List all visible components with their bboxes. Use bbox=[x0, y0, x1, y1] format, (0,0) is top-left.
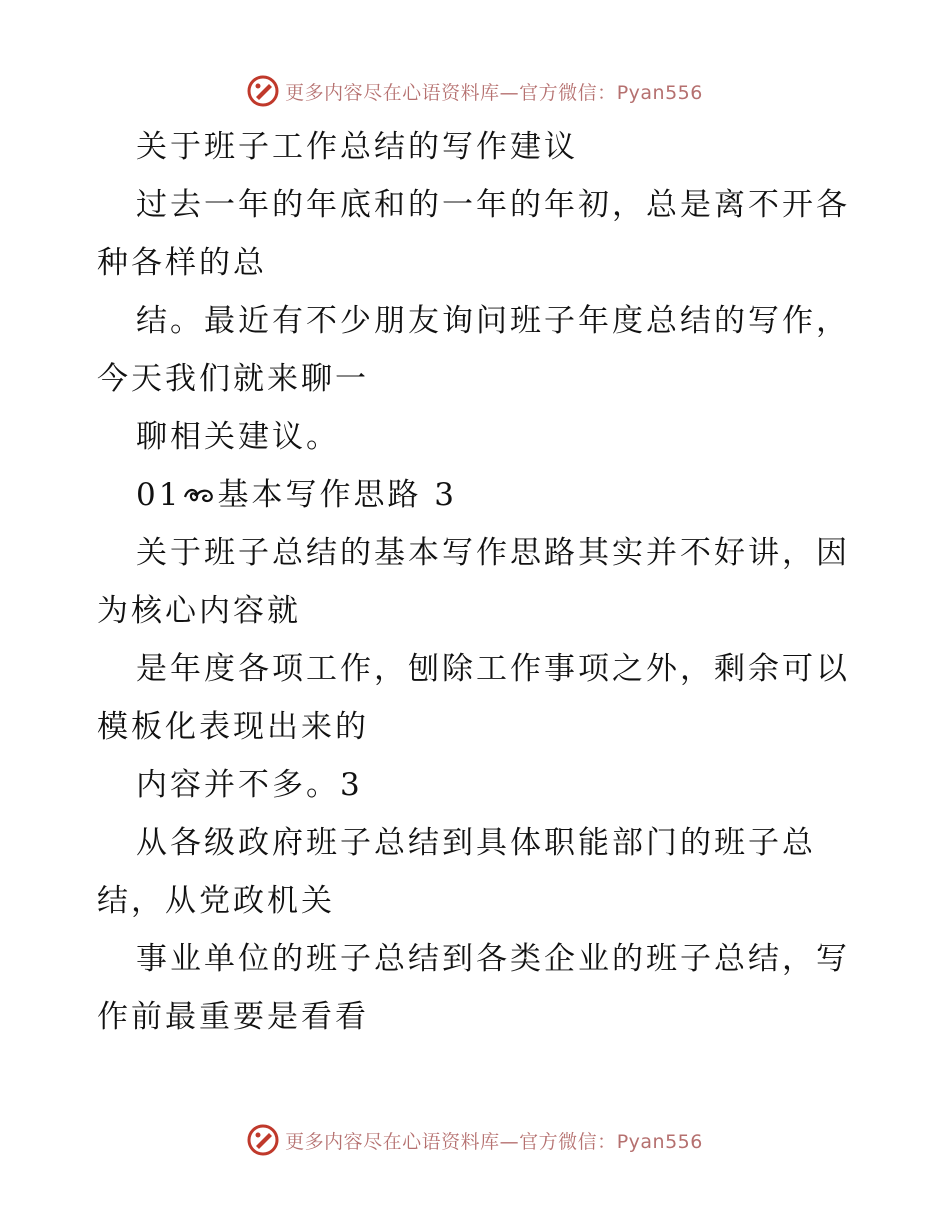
section-heading bbox=[97, 466, 867, 524]
paragraph-line: 作前最重要是看看 bbox=[97, 999, 369, 1035]
section-title: 基本写作思路 3 bbox=[217, 477, 458, 513]
document-title: 关于班子工作总结的写作建议 bbox=[136, 129, 578, 165]
header-watermark-banner bbox=[0, 71, 950, 111]
paragraph-line: 模板化表现出来的 bbox=[97, 709, 369, 745]
document-body bbox=[97, 118, 867, 1046]
paragraph-line: 内容并不多。3 bbox=[136, 767, 363, 803]
paragraph-line: 结。最近有不少朋友询问班子年度总结的写作， bbox=[136, 303, 850, 339]
paragraph-line: 种各样的总 bbox=[97, 245, 267, 281]
paragraph-line: 聊相关建议。 bbox=[136, 419, 340, 455]
paragraph-line: 为核心内容就 bbox=[97, 593, 301, 629]
swirl-ornament-icon bbox=[182, 484, 216, 508]
logo-icon bbox=[247, 75, 279, 107]
paragraph-line: 结，从党政机关 bbox=[97, 883, 335, 919]
paragraph-line: 从各级政府班子总结到具体职能部门的班子总 bbox=[136, 825, 816, 861]
header-banner-text: 更多内容尽在心语资料库—官方微信：Pyan556 bbox=[285, 81, 703, 104]
section-number: 01 bbox=[136, 477, 182, 513]
paragraph-line: 事业单位的班子总结到各类企业的班子总结，写 bbox=[136, 941, 850, 977]
paragraph-line: 过去一年的年底和的一年的年初，总是离不开各 bbox=[136, 187, 850, 223]
footer-watermark-banner bbox=[0, 1120, 950, 1160]
paragraph-line: 关于班子总结的基本写作思路其实并不好讲，因 bbox=[136, 535, 850, 571]
paragraph-line: 今天我们就来聊一 bbox=[97, 361, 369, 397]
logo-icon bbox=[247, 1124, 279, 1156]
paragraph-line: 是年度各项工作，刨除工作事项之外，剩余可以 bbox=[136, 651, 850, 687]
footer-banner-text: 更多内容尽在心语资料库—官方微信：Pyan556 bbox=[285, 1130, 703, 1153]
